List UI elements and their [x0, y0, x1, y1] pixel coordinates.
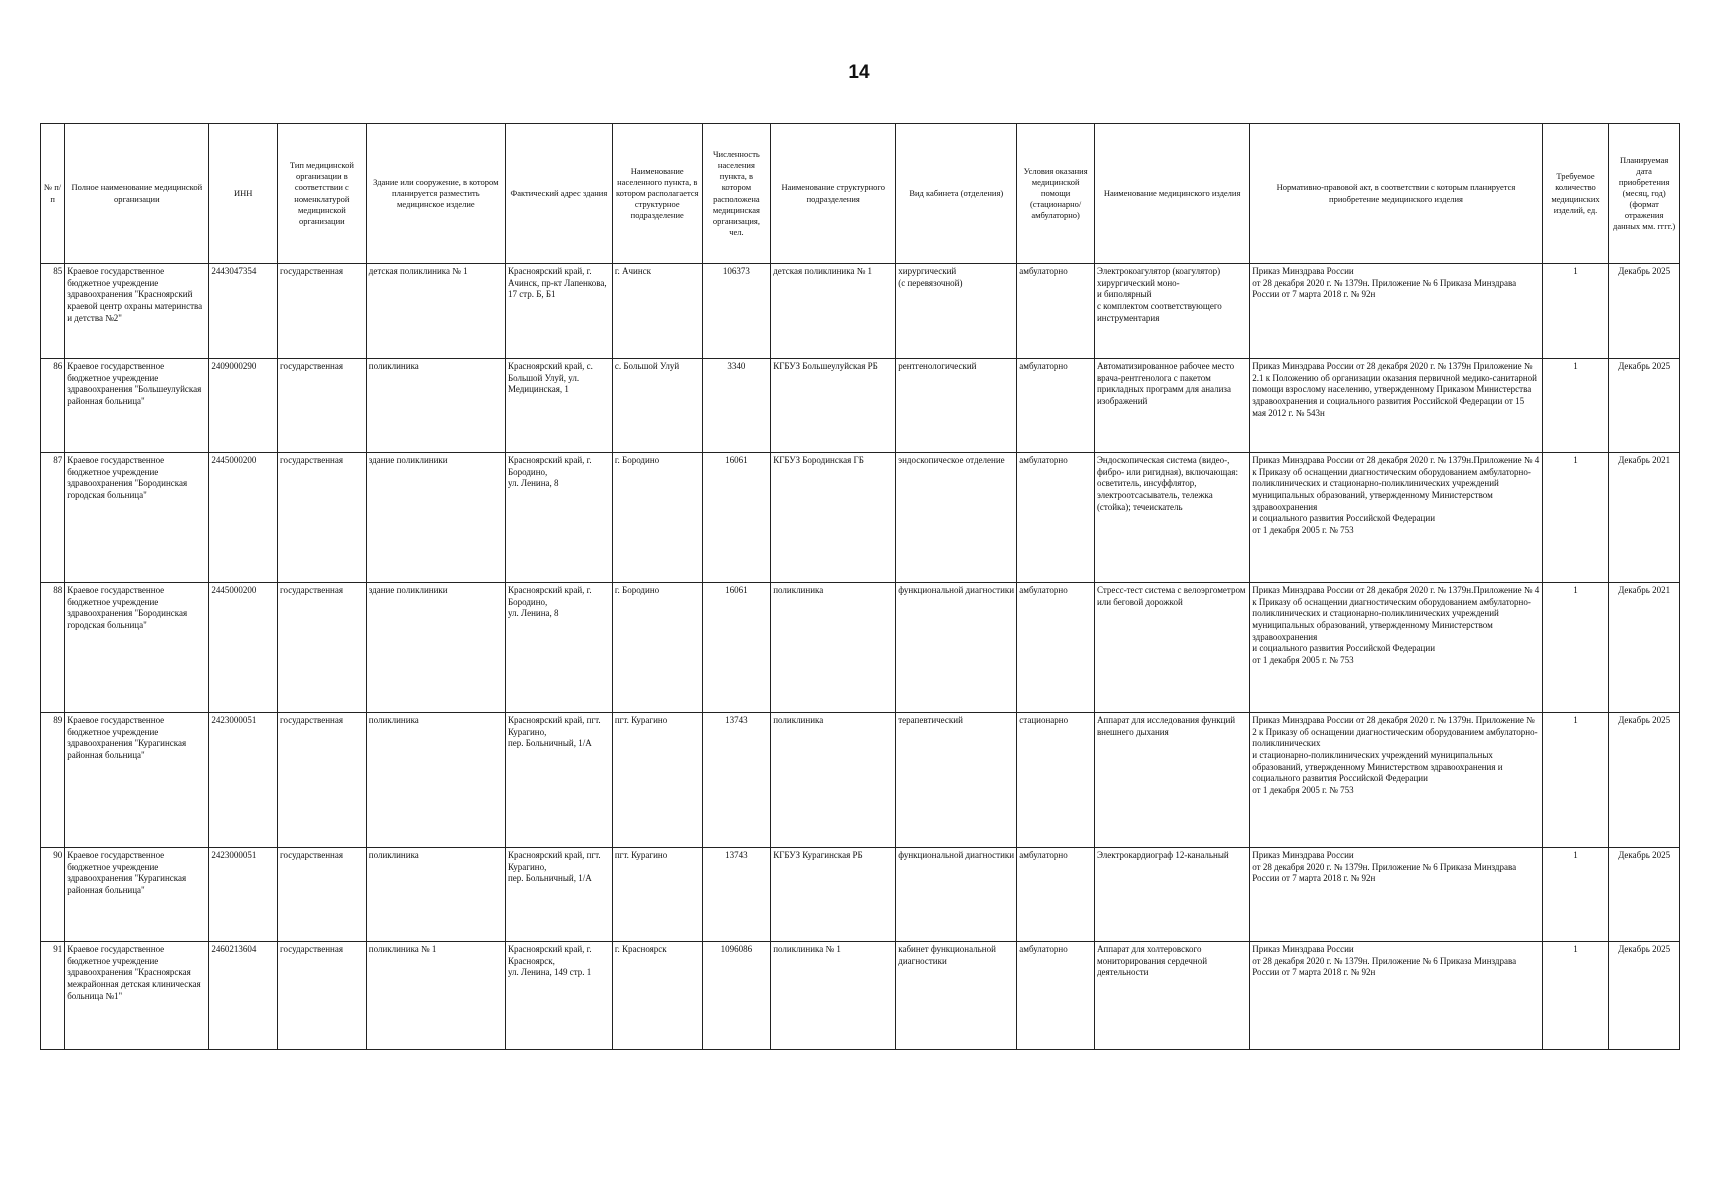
address: Красноярский край, пгт. Курагино, пер. Больничный, 1/А — [505, 848, 612, 942]
legal-act: Приказ Минздрава России от 28 декабря 2020 г. № 1379н. Приложение № 6 Приказа Минздрава России от 7 марта 2018 г. № 92н — [1250, 942, 1542, 1050]
structural-unit: поликлиника № 1 — [771, 942, 896, 1050]
cabinet-type: рентгенологический — [896, 359, 1017, 453]
table-row — [41, 942, 1680, 1050]
table-row — [41, 583, 1680, 713]
building: детская поликлиника № 1 — [366, 264, 505, 359]
population: 13743 — [702, 713, 771, 848]
care-conditions: амбулаторно — [1017, 359, 1095, 453]
building: поликлиника — [366, 359, 505, 453]
legal-act: Приказ Минздрава России от 28 декабря 2020 г. № 1379н.Приложение № 4 к Приказу об оснащении диагностическим оборудованием амбулаторно-поликлинических и стационарно-поликлинических учреждений муниципальных образований, утвержденному Министерством здравоохранения и социального развития Российской Федерации от 1 декабря 2005 г. № 753 — [1250, 583, 1542, 713]
org-name: Краевое государственное бюджетное учреждение здравоохранения "Курагинская районная больница" — [65, 713, 209, 848]
org-type: государственная — [278, 453, 367, 583]
quantity: 1 — [1542, 264, 1609, 359]
row-number: 87 — [41, 453, 65, 583]
address: Красноярский край, с. Большой Улуй, ул. Медицинская, 1 — [505, 359, 612, 453]
structural-unit: КГБУЗ Курагинская РБ — [771, 848, 896, 942]
population: 16061 — [702, 583, 771, 713]
population: 1096086 — [702, 942, 771, 1050]
row-number: 90 — [41, 848, 65, 942]
org-type: государственная — [278, 942, 367, 1050]
table-row — [41, 453, 1680, 583]
address: Красноярский край, пгт. Курагино, пер. Больничный, 1/А — [505, 713, 612, 848]
equipment-plan-table — [40, 123, 1680, 1050]
org-type: государственная — [278, 359, 367, 453]
building: здание поликлиники — [366, 453, 505, 583]
cabinet-type: терапевтический — [896, 713, 1017, 848]
device-name: Аппарат для исследования функций внешнего дыхания — [1094, 713, 1249, 848]
building: поликлиника № 1 — [366, 942, 505, 1050]
table-row — [41, 359, 1680, 453]
population: 3340 — [702, 359, 771, 453]
header-cell: Фактический адрес здания — [505, 124, 612, 264]
row-number: 89 — [41, 713, 65, 848]
table-row — [41, 264, 1680, 359]
care-conditions: амбулаторно — [1017, 848, 1095, 942]
header-cell: Наименование структурного подразделения — [771, 124, 896, 264]
header-cell: Вид кабинета (отделения) — [896, 124, 1017, 264]
planned-date: Декабрь 2021 — [1609, 583, 1680, 713]
planned-date: Декабрь 2025 — [1609, 848, 1680, 942]
device-name: Эндоскопическая система (видео-, фибро- или ригидная), включающая: осветитель, инсуффлятор, электроотсасыватель, тележка (стойка); течеискатель — [1094, 453, 1249, 583]
care-conditions: амбулаторно — [1017, 583, 1095, 713]
cabinet-type: кабинет функциональной диагностики — [896, 942, 1017, 1050]
header-cell: Наименование медицинского изделия — [1094, 124, 1249, 264]
population: 13743 — [702, 848, 771, 942]
org-name: Краевое государственное бюджетное учреждение здравоохранения "Большеулуйская районная больница" — [65, 359, 209, 453]
inn: 2423000051 — [209, 713, 278, 848]
row-number: 86 — [41, 359, 65, 453]
legal-act: Приказ Минздрава России от 28 декабря 2020 г. № 1379н.Приложение № 4 к Приказу об оснащении диагностическим оборудованием амбулаторно-поликлинических и стационарно-поликлинических учреждений муниципальных образований, утвержденному Министерством здравоохранения и социального развития Российской Федерации от 1 декабря 2005 г. № 753 — [1250, 453, 1542, 583]
building: здание поликлиники — [366, 583, 505, 713]
locality: г. Бородино — [612, 583, 702, 713]
header-cell: Требуемое количество медицинских изделий, ед. — [1542, 124, 1609, 264]
address: Красноярский край, г. Бородино, ул. Ленина, 8 — [505, 583, 612, 713]
quantity: 1 — [1542, 453, 1609, 583]
care-conditions: стационарно — [1017, 713, 1095, 848]
locality: пгт. Курагино — [612, 713, 702, 848]
address: Красноярский край, г. Ачинск, пр-кт Лапенкова, 17 стр. Б, Б1 — [505, 264, 612, 359]
care-conditions: амбулаторно — [1017, 942, 1095, 1050]
cabinet-type: функциональной диагностики — [896, 848, 1017, 942]
quantity: 1 — [1542, 713, 1609, 848]
device-name: Стресс-тест система с велоэргометром или беговой дорожкой — [1094, 583, 1249, 713]
cabinet-type: эндоскопическое отделение — [896, 453, 1017, 583]
inn: 2409000290 — [209, 359, 278, 453]
device-name: Электрокардиограф 12-канальный — [1094, 848, 1249, 942]
table-row — [41, 713, 1680, 848]
structural-unit: КГБУЗ Бородинская ГБ — [771, 453, 896, 583]
population: 16061 — [702, 453, 771, 583]
quantity: 1 — [1542, 359, 1609, 453]
structural-unit: детская поликлиника № 1 — [771, 264, 896, 359]
planned-date: Декабрь 2025 — [1609, 942, 1680, 1050]
header-cell: Условия оказания медицинской помощи (стационарно/ амбулаторно) — [1017, 124, 1095, 264]
inn: 2460213604 — [209, 942, 278, 1050]
building: поликлиника — [366, 713, 505, 848]
inn: 2423000051 — [209, 848, 278, 942]
inn: 2443047354 — [209, 264, 278, 359]
locality: г. Ачинск — [612, 264, 702, 359]
header-cell: Численность населения пункта, в котором расположена медицинская организация, чел. — [702, 124, 771, 264]
header-cell: Наименование населенного пункта, в котором располагается структурное подразделение — [612, 124, 702, 264]
header-cell: Тип медицинской организации в соответствии с номенклатурой медицинской организации — [278, 124, 367, 264]
org-type: государственная — [278, 264, 367, 359]
org-name: Краевое государственное бюджетное учреждение здравоохранения "Красноярская межрайонная детская клиническая больница №1" — [65, 942, 209, 1050]
legal-act: Приказ Минздрава России от 28 декабря 2020 г. № 1379н Приложение № 2.1 к Положению об организации оказания первичной медико-санитарной помощи взрослому населению, утвержденному Приказом Министерства здравоохранения и социального развития Российской Федерации от 15 мая 2012 г. № 543н — [1250, 359, 1542, 453]
inn: 2445000200 — [209, 453, 278, 583]
org-name: Краевое государственное бюджетное учреждение здравоохранения "Бородинская городская больница" — [65, 453, 209, 583]
header-cell: Полное наименование медицинской организации — [65, 124, 209, 264]
header-row — [41, 124, 1680, 264]
locality: с. Большой Улуй — [612, 359, 702, 453]
org-type: государственная — [278, 713, 367, 848]
page-number: 14 — [848, 62, 870, 83]
legal-act: Приказ Минздрава России от 28 декабря 2020 г. № 1379н. Приложение № 6 Приказа Минздрава России от 7 марта 2018 г. № 92н — [1250, 848, 1542, 942]
structural-unit: поликлиника — [771, 713, 896, 848]
org-name: Краевое государственное бюджетное учреждение здравоохранения "Курагинская районная больница" — [65, 848, 209, 942]
cabinet-type: функциональной диагностики — [896, 583, 1017, 713]
inn: 2445000200 — [209, 583, 278, 713]
header-cell: Планируемая дата приобретения (месяц, год) (формат отражения данных мм. гггг.) — [1609, 124, 1680, 264]
device-name: Аппарат для холтеровского мониторирования сердечной деятельности — [1094, 942, 1249, 1050]
quantity: 1 — [1542, 583, 1609, 713]
locality: пгт. Курагино — [612, 848, 702, 942]
population: 106373 — [702, 264, 771, 359]
address: Красноярский край, г. Красноярск, ул. Ленина, 149 стр. 1 — [505, 942, 612, 1050]
device-name: Электрокоагулятор (коагулятор) хирургический моно- и биполярный с комплектом соответствующего инструментария — [1094, 264, 1249, 359]
planned-date: Декабрь 2025 — [1609, 359, 1680, 453]
planned-date: Декабрь 2025 — [1609, 713, 1680, 848]
locality: г. Красноярск — [612, 942, 702, 1050]
org-name: Краевое государственное бюджетное учреждение здравоохранения "Бородинская городская больница" — [65, 583, 209, 713]
header-cell: № п/п — [41, 124, 65, 264]
row-number: 85 — [41, 264, 65, 359]
header-cell: Здание или сооружение, в котором планируется разместить медицинское изделие — [366, 124, 505, 264]
building: поликлиника — [366, 848, 505, 942]
care-conditions: амбулаторно — [1017, 453, 1095, 583]
planned-date: Декабрь 2025 — [1609, 264, 1680, 359]
structural-unit: поликлиника — [771, 583, 896, 713]
device-name: Автоматизированное рабочее место врача-рентгенолога с пакетом прикладных программ для анализа изображений — [1094, 359, 1249, 453]
structural-unit: КГБУЗ Большеулуйская РБ — [771, 359, 896, 453]
row-number: 88 — [41, 583, 65, 713]
care-conditions: амбулаторно — [1017, 264, 1095, 359]
planned-date: Декабрь 2021 — [1609, 453, 1680, 583]
legal-act: Приказ Минздрава России от 28 декабря 2020 г. № 1379н. Приложение № 2 к Приказу об оснащении диагностическим оборудованием амбулаторно-поликлинических и стационарно-поликлинических учреждений муниципальных образований, утвержденному Министерством здравоохранения и социального развития Российской Федерации от 1 декабря 2005 г. № 753 — [1250, 713, 1542, 848]
header-cell: ИНН — [209, 124, 278, 264]
row-number: 91 — [41, 942, 65, 1050]
cabinet-type: хирургический (с перевязочной) — [896, 264, 1017, 359]
table-row — [41, 848, 1680, 942]
address: Красноярский край, г. Бородино, ул. Ленина, 8 — [505, 453, 612, 583]
locality: г. Бородино — [612, 453, 702, 583]
quantity: 1 — [1542, 942, 1609, 1050]
org-type: государственная — [278, 583, 367, 713]
quantity: 1 — [1542, 848, 1609, 942]
org-type: государственная — [278, 848, 367, 942]
org-name: Краевое государственное бюджетное учреждение здравоохранения "Красноярский краевой центр охраны материнства и детства №2" — [65, 264, 209, 359]
header-cell: Нормативно-правовой акт, в соответствии с которым планируется приобретение медицинского изделия — [1250, 124, 1542, 264]
legal-act: Приказ Минздрава России от 28 декабря 2020 г. № 1379н. Приложение № 6 Приказа Минздрава России от 7 марта 2018 г. № 92н — [1250, 264, 1542, 359]
